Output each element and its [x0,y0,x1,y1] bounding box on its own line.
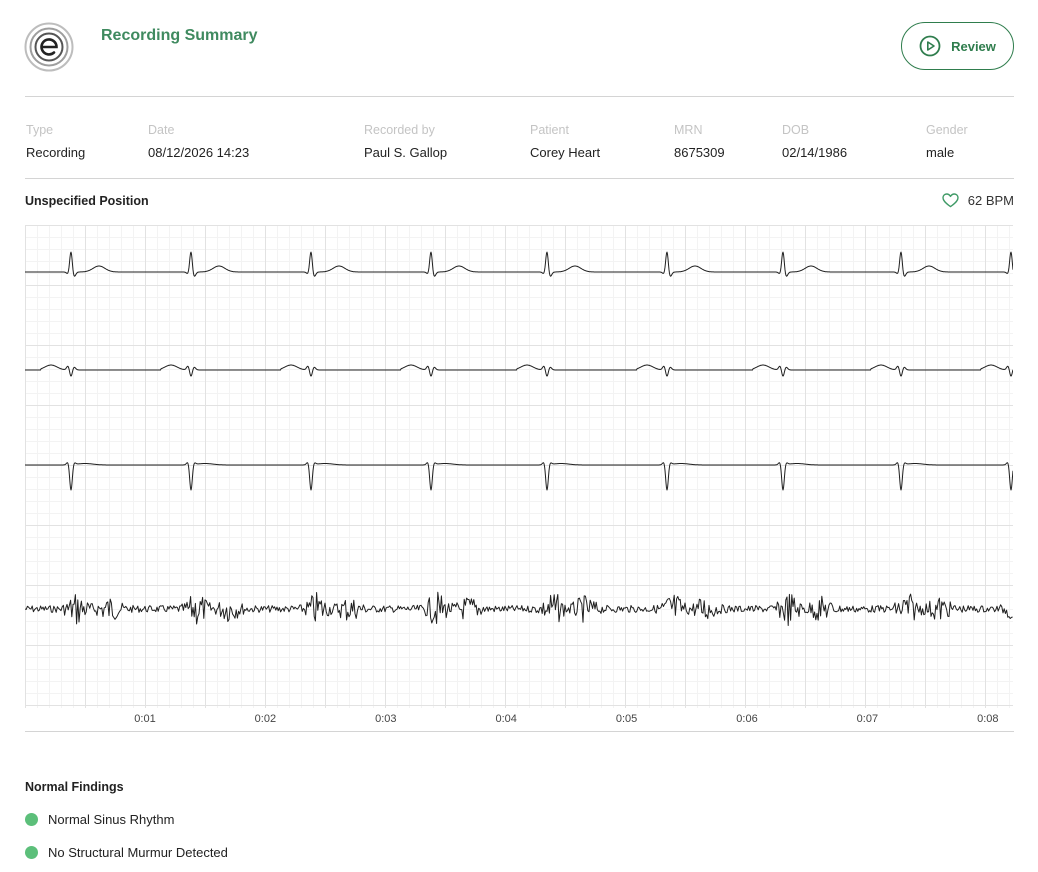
play-circle-icon [919,35,941,57]
meta-dob [782,123,847,160]
meta-value: 02/14/1986 [782,145,848,160]
time-tick-label: 0:08 [977,713,999,725]
chart-traces [25,252,1013,625]
chart-divider [25,731,1014,732]
meta-value: Paul S. Gallop [364,145,448,160]
meta-label: Patient [530,123,569,137]
eko-logo-icon [24,22,74,72]
meta-divider [25,178,1014,179]
time-tick-label: 0:05 [615,713,638,725]
heart-outline-icon [942,193,959,208]
findings-title: Normal Findings [25,780,124,794]
meta-gender [926,123,968,160]
time-tick-label: 0:02 [254,713,277,725]
meta-value: Corey Heart [530,145,601,160]
time-tick-label: 0:07 [856,713,879,725]
ecg-lead-1-trace [25,252,1013,276]
finding-item [25,812,174,827]
review-button[interactable] [901,22,1014,70]
finding-item [25,845,228,860]
meta-value: 08/12/2026 14:23 [148,145,250,160]
time-tick-label: 0:03 [375,713,397,725]
review-button-label: Review [951,38,996,54]
meta-patient [530,123,600,160]
heart-rate [942,193,1014,208]
meta-label: MRN [674,123,703,137]
time-tick-label: 0:06 [736,713,758,725]
meta-label: Date [148,123,175,137]
waveform-chart[interactable] [25,225,1013,708]
meta-value: male [926,145,955,160]
meta-label: Gender [926,123,968,137]
finding-label: Normal Sinus Rhythm [48,812,175,827]
chart-grid-minor [25,225,1013,708]
meta-recorded-by [364,123,447,160]
meta-value: 8675309 [674,145,725,160]
ecg-lead-3-trace [25,463,1013,490]
meta-date [148,123,249,160]
meta-label: DOB [782,123,810,137]
meta-label: Type [26,123,54,137]
meta-type [26,123,85,160]
meta-value: Recording [26,145,86,160]
heart-rate-value: 62 BPM [967,193,1014,208]
time-tick-label: 0:01 [134,713,156,725]
finding-status-dot [25,813,38,826]
finding-status-dot [25,846,38,859]
position-label: Unspecified Position [25,194,149,208]
meta-label: Recorded by [364,123,435,137]
header-divider [25,96,1014,97]
time-tick-label: 0:04 [495,713,517,725]
meta-mrn [674,123,725,160]
finding-label: No Structural Murmur Detected [48,845,228,860]
ecg-lead-2-trace [25,365,1013,376]
page-title: Recording Summary [101,27,258,44]
